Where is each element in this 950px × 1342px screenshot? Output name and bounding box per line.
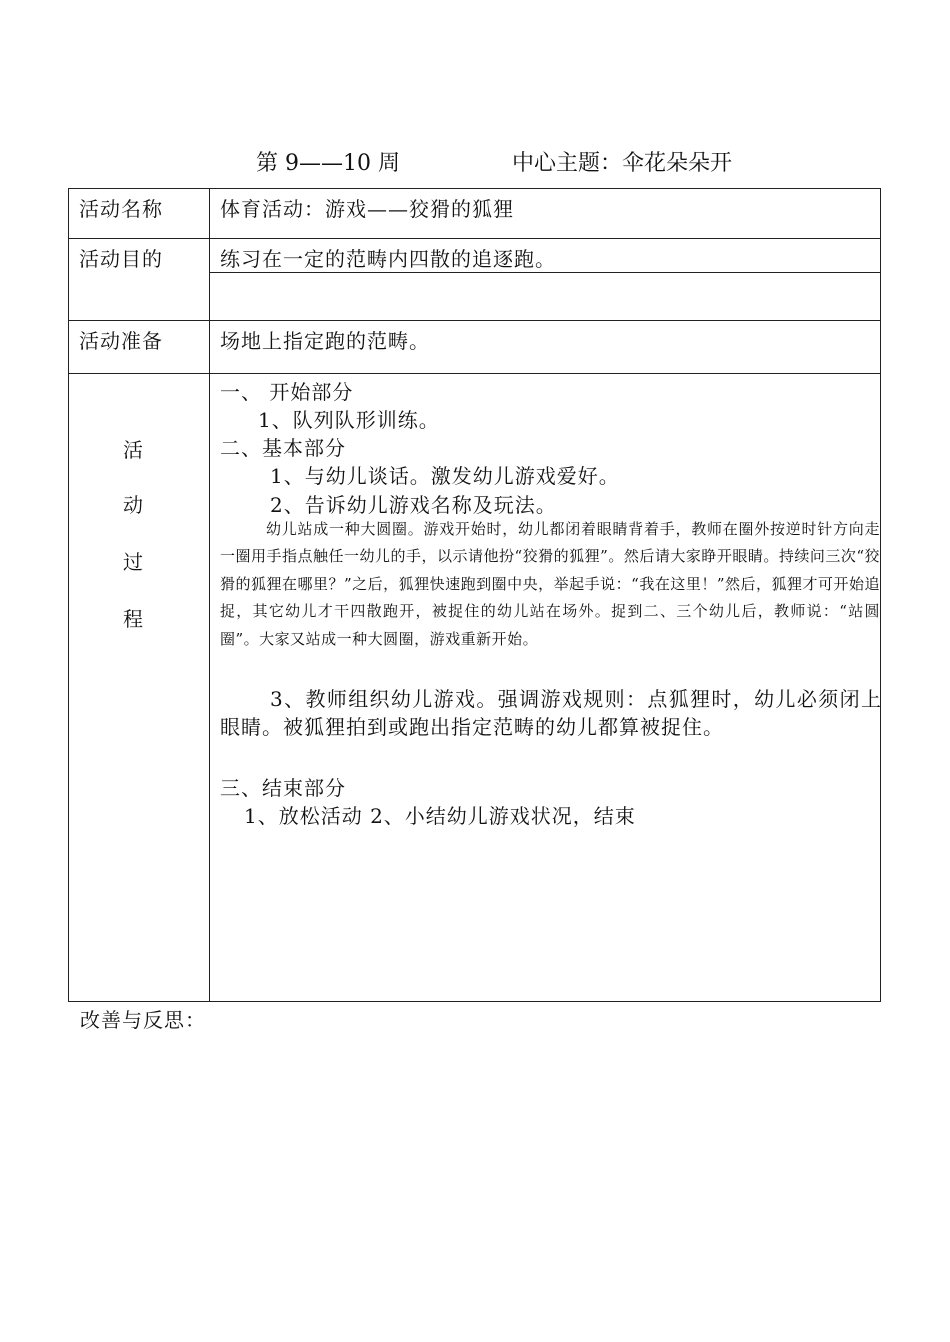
activity-prep-value: 场地上指定跑的范畴。 xyxy=(210,321,881,374)
reflection-label: 改善与反思： xyxy=(80,1008,206,1032)
part1-title: 一、 开始部分 xyxy=(220,380,354,404)
part1-item1: 1、队列队形训练。 xyxy=(258,408,440,432)
activity-process-content xyxy=(210,374,880,1001)
part2-title: 二、基本部分 xyxy=(220,436,346,460)
activity-name-value: 体育活动：游戏——狡猾的狐狸 xyxy=(210,189,881,239)
activity-process-label-cell xyxy=(69,374,210,1002)
process-label-char: 程 xyxy=(123,607,143,631)
part2-item2: 2、告诉幼儿游戏名称及玩法。 xyxy=(270,493,557,517)
activity-name-row xyxy=(69,189,881,239)
part3-title: 三、结束部分 xyxy=(220,776,346,800)
activity-goal-extra-value xyxy=(210,273,881,321)
activity-prep-label: 活动准备 xyxy=(69,321,210,374)
activity-process-label xyxy=(69,374,209,1001)
activity-goal-label: 活动目的 xyxy=(69,239,210,321)
activity-goal-value: 练习在一定的范畴内四散的追逐跑。 xyxy=(210,239,881,273)
activity-name-label: 活动名称 xyxy=(69,189,210,239)
page-header xyxy=(0,140,950,180)
week-range: 第 9——10 周 xyxy=(256,151,400,176)
process-label-char: 过 xyxy=(123,550,143,574)
activity-process-content-cell xyxy=(210,374,881,1002)
activity-prep-row xyxy=(69,321,881,374)
activity-process-row xyxy=(69,374,881,1002)
part2-item3: 3、教师组织幼儿游戏。强调游戏规则：点狐狸时，幼儿必须闭上眼睛。被狐狸拍到或跑出指定范畴的幼儿都算被捉住。 xyxy=(220,687,882,739)
process-label-char: 动 xyxy=(123,493,143,517)
lesson-plan-table xyxy=(68,188,881,1002)
part2-item1: 1、与幼儿谈话。激发幼儿游戏爱好。 xyxy=(270,464,620,488)
process-label-char: 活 xyxy=(123,438,143,462)
activity-goal-row xyxy=(69,239,881,273)
central-theme: 中心主题：伞花朵朵开 xyxy=(512,151,733,176)
game-rules-text: 幼儿站成一种大圆圈。游戏开始时，幼儿都闭着眼睛背着手，教师在圈外按逆时针方向走一圈用手指点触任一幼儿的手，以示请他扮“狡猾的狐狸”。然后请大家睁开眼睛。持续问三次“狡猾的狐狸在哪里？”之后，狐狸快速跑到圈中央，举起手说：“我在这里！”然后，狐狸才可开始追捉，其它幼儿才干四散跑开，被捉住的幼儿站在场外。捉到二、三个幼儿后，教师说：“站圆圈”。大家又站成一种大圆圈，游戏重新开始。 xyxy=(220,520,881,648)
part3-items: 1、放松活动 2、小结幼儿游戏状况，结束 xyxy=(244,804,636,828)
